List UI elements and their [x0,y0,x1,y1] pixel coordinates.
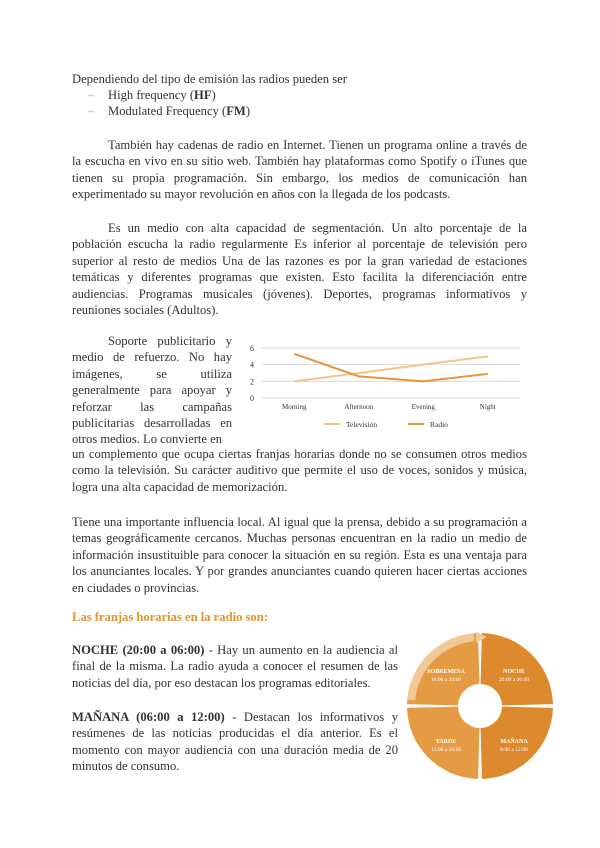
list-item: – Modulated Frequency (FM) [88,104,251,119]
legend-label: Radio [430,420,448,429]
frequency-list [88,87,250,119]
paragraph-complemento: un complemento que ocupa ciertas franjas horarias donde no se consumen otros medios como la televisión. Su carácter auditivo que permite el uso de voces, sonidos y música, logra una alta capacidad de memorización. [72,447,527,494]
ring-segment-time: 20:00 a 06:00 [498,677,530,683]
paragraph-soporte: Soporte publicitario y medio de refuerzo. No hay imágenes, se utiliza generalmente para apoyar y reforzar las campañas publicitarias desarrolladas en otros medios. Lo convierte en [72,334,232,447]
ring-segment-title: SOBREMESA [427,669,465,675]
list-item: – High frequency (HF) [88,88,216,102]
y-tick-label: 4 [250,360,254,370]
legend-label: Televisión [346,420,378,429]
ring-segment-time: 16:00 a 20:00 [430,677,462,683]
ring-segment-time: 12:00 a 16:00 [430,747,462,753]
dash-bullet-icon: – [88,88,95,102]
manana-label: MAÑANA (06:00 a 12:00) [72,710,225,724]
x-tick-label: Evening [411,403,435,411]
ring-segment-title: NOCHE [502,669,526,675]
paragraph-segmentacion: Es un medio con alta capacidad de segmentación. Un alto porcentaje de la población escucha la radio regularmente Es inferior al porcentaje de televisión pero superior al resto de medios Una de las razones es por la gran variedad de estaciones temáticas y diferentes programas que existen. Esto facilita la diferenciación entre audiencias. Programas musicales (jóvenes). Deportes, programas informativos y reuniones sociales (Adultos). [72,221,527,318]
noche-label: NOCHE (20:00 a 06:00) [72,643,205,657]
ring-segment-title: TARDE [435,739,457,745]
y-tick-label: 6 [250,344,254,353]
paragraph-local: Tiene una importante influencia local. Al igual que la prensa, debido a su programación a temas geográficamente cercanos. Muchas personas encuentran en la radio un medio de información insustituible para conocer la situación en su región. Esta es una ventaja para los anunciantes locales. Y por grandes anunciantes cuando quieren hacer ciertas acciones en ciudades o provincias. [72,515,527,595]
paragraph-manana: MAÑANA (06:00 a 12:00) - Destacan los informativos y resúmenes de las noticias producidas el día anterior. Es el momento con mayor audiencia con una duración media de 20 minutos de consumo. [72,710,398,774]
time-slots-ring [405,631,555,781]
y-tick-label: 2 [250,377,254,387]
x-tick-label: Morning [282,403,307,411]
section-title: Las franjas horarias en la radio son: [72,610,268,624]
y-tick-label: 0 [250,394,254,403]
x-tick-label: Night [479,403,496,411]
ring-segment-title: MAÑANA [500,739,528,745]
dash-bullet-icon: – [88,104,95,119]
audience-line-chart [244,340,526,436]
x-tick-label: Afternoon [344,403,374,411]
intro-line: Dependiendo del tipo de emisión las radios pueden ser [72,72,347,86]
paragraph-internet: También hay cadenas de radio en Internet. Tienen un programa online a través de la escucha en vivo en su sitio web. También hay plataformas como Spotify o iTunes que tienen su propia programación. Sin embargo, los medios de comunicación han experimentado su mayor revolución en años con la llegada de los podcasts. [72,138,527,202]
ring-segment-time: 6:00 a 12:00 [500,747,528,753]
paragraph-noche: NOCHE (20:00 a 06:00) - Hay un aumento en la audiencia al final de la misma. La radio ayuda a conocer el resumen de las noticias del día, por eso destacan los programas editoriales. [72,643,399,690]
